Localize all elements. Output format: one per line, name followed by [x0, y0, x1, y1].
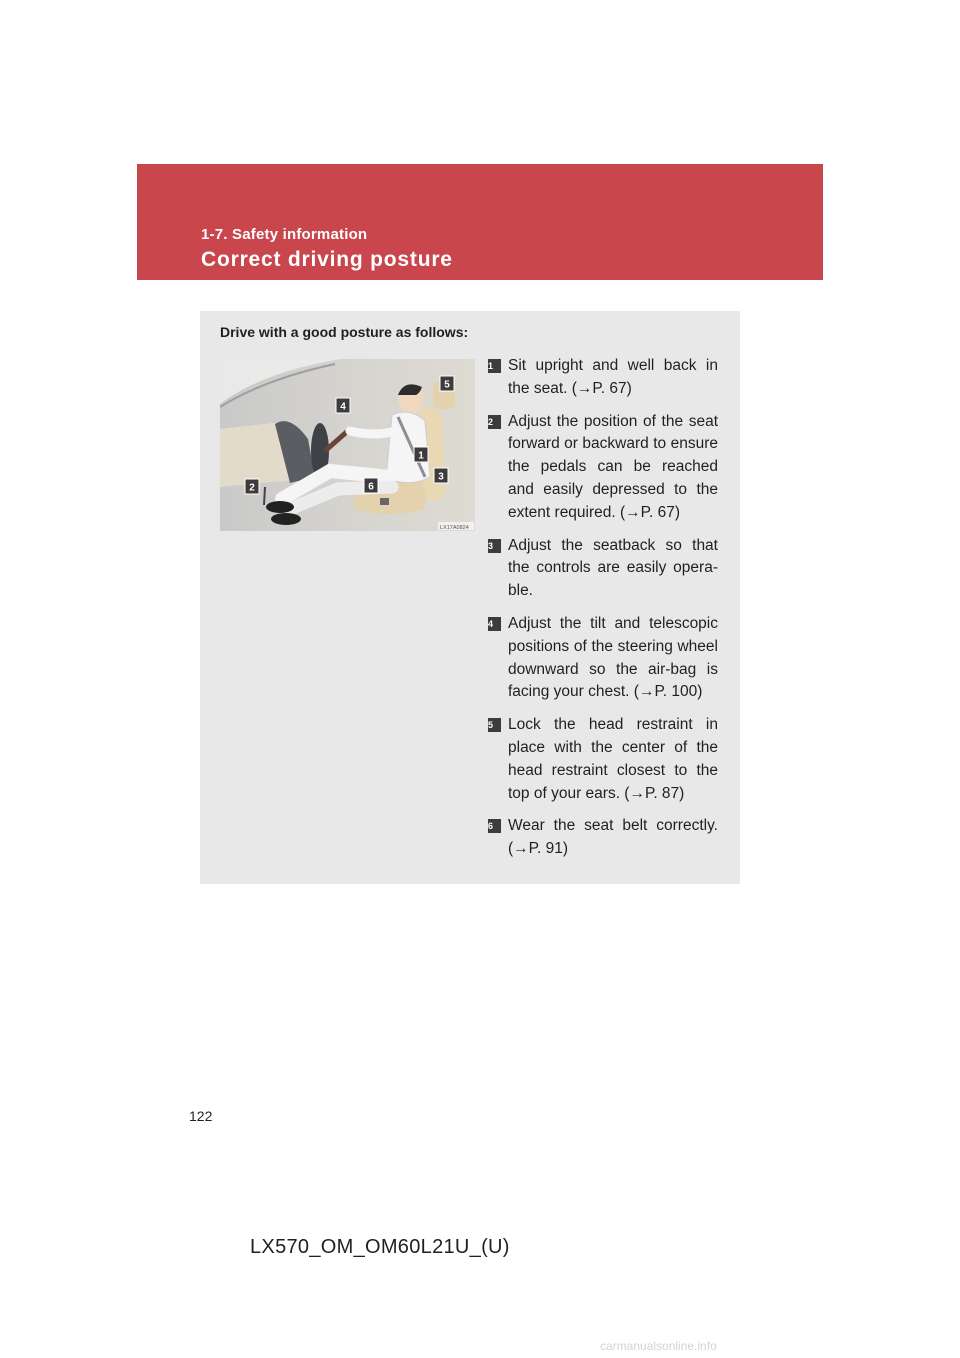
driving-posture-svg [220, 359, 475, 531]
figure-callout-4 [336, 398, 350, 413]
figure-callout-1 [414, 447, 428, 462]
svg-text:2: 2 [249, 482, 255, 494]
page-number: 122 [189, 1108, 213, 1124]
step-item [488, 535, 718, 603]
step-item [488, 613, 718, 704]
step-text: Adjust the seatback so that the controls are easily opera-ble. [508, 536, 718, 600]
figure-callout-5 [440, 376, 454, 391]
step-item [488, 815, 718, 861]
svg-text:3: 3 [438, 471, 444, 483]
intro-text: Drive with a good posture as follows: [220, 324, 469, 340]
header-band [137, 164, 823, 280]
svg-text:6: 6 [368, 481, 374, 493]
step-text: Lock the head restraint in place with the center of the head restraint closest to the top of your ears. (→P. 87) [508, 716, 718, 802]
step-text: Adjust the position of the seat forward or backward to ensure the pedals can be reached and easily depressed to the extent required. (→P. 67) [508, 412, 718, 521]
figure-callout-6 [364, 478, 378, 493]
svg-text:4: 4 [340, 401, 346, 413]
page-title: Correct driving posture [201, 248, 453, 271]
step-marker: 2 [488, 415, 501, 429]
svg-text:5: 5 [444, 379, 450, 391]
content-box [200, 311, 740, 884]
posture-steps-list [488, 355, 718, 871]
driving-posture-illustration [220, 359, 475, 531]
step-marker: 3 [488, 539, 501, 553]
section-label: 1-7. Safety information [201, 226, 368, 243]
step-marker: 1 [488, 359, 501, 373]
figure-callout-3 [434, 468, 448, 483]
step-marker: 4 [488, 617, 501, 631]
watermark: carmanualsonline.info [600, 1339, 717, 1353]
document-id: LX570_OM_OM60L21U_(U) [250, 1236, 510, 1258]
figure-code: LX17A0824 [440, 525, 469, 531]
svg-text:1: 1 [418, 450, 424, 462]
step-text: Sit upright and well back in the seat. (→P. 67) [508, 357, 718, 397]
step-item [488, 355, 718, 401]
step-item [488, 714, 718, 805]
step-text: Adjust the tilt and telescopic positions of the steering wheel downward so the air-bag is facing your chest. (→P. 100) [508, 614, 718, 701]
step-text: Wear the seat belt correctly. (→P. 91) [508, 817, 718, 858]
step-item [488, 411, 718, 525]
step-marker: 5 [488, 718, 501, 732]
step-marker: 6 [488, 819, 501, 833]
figure-callout-2 [245, 479, 259, 494]
